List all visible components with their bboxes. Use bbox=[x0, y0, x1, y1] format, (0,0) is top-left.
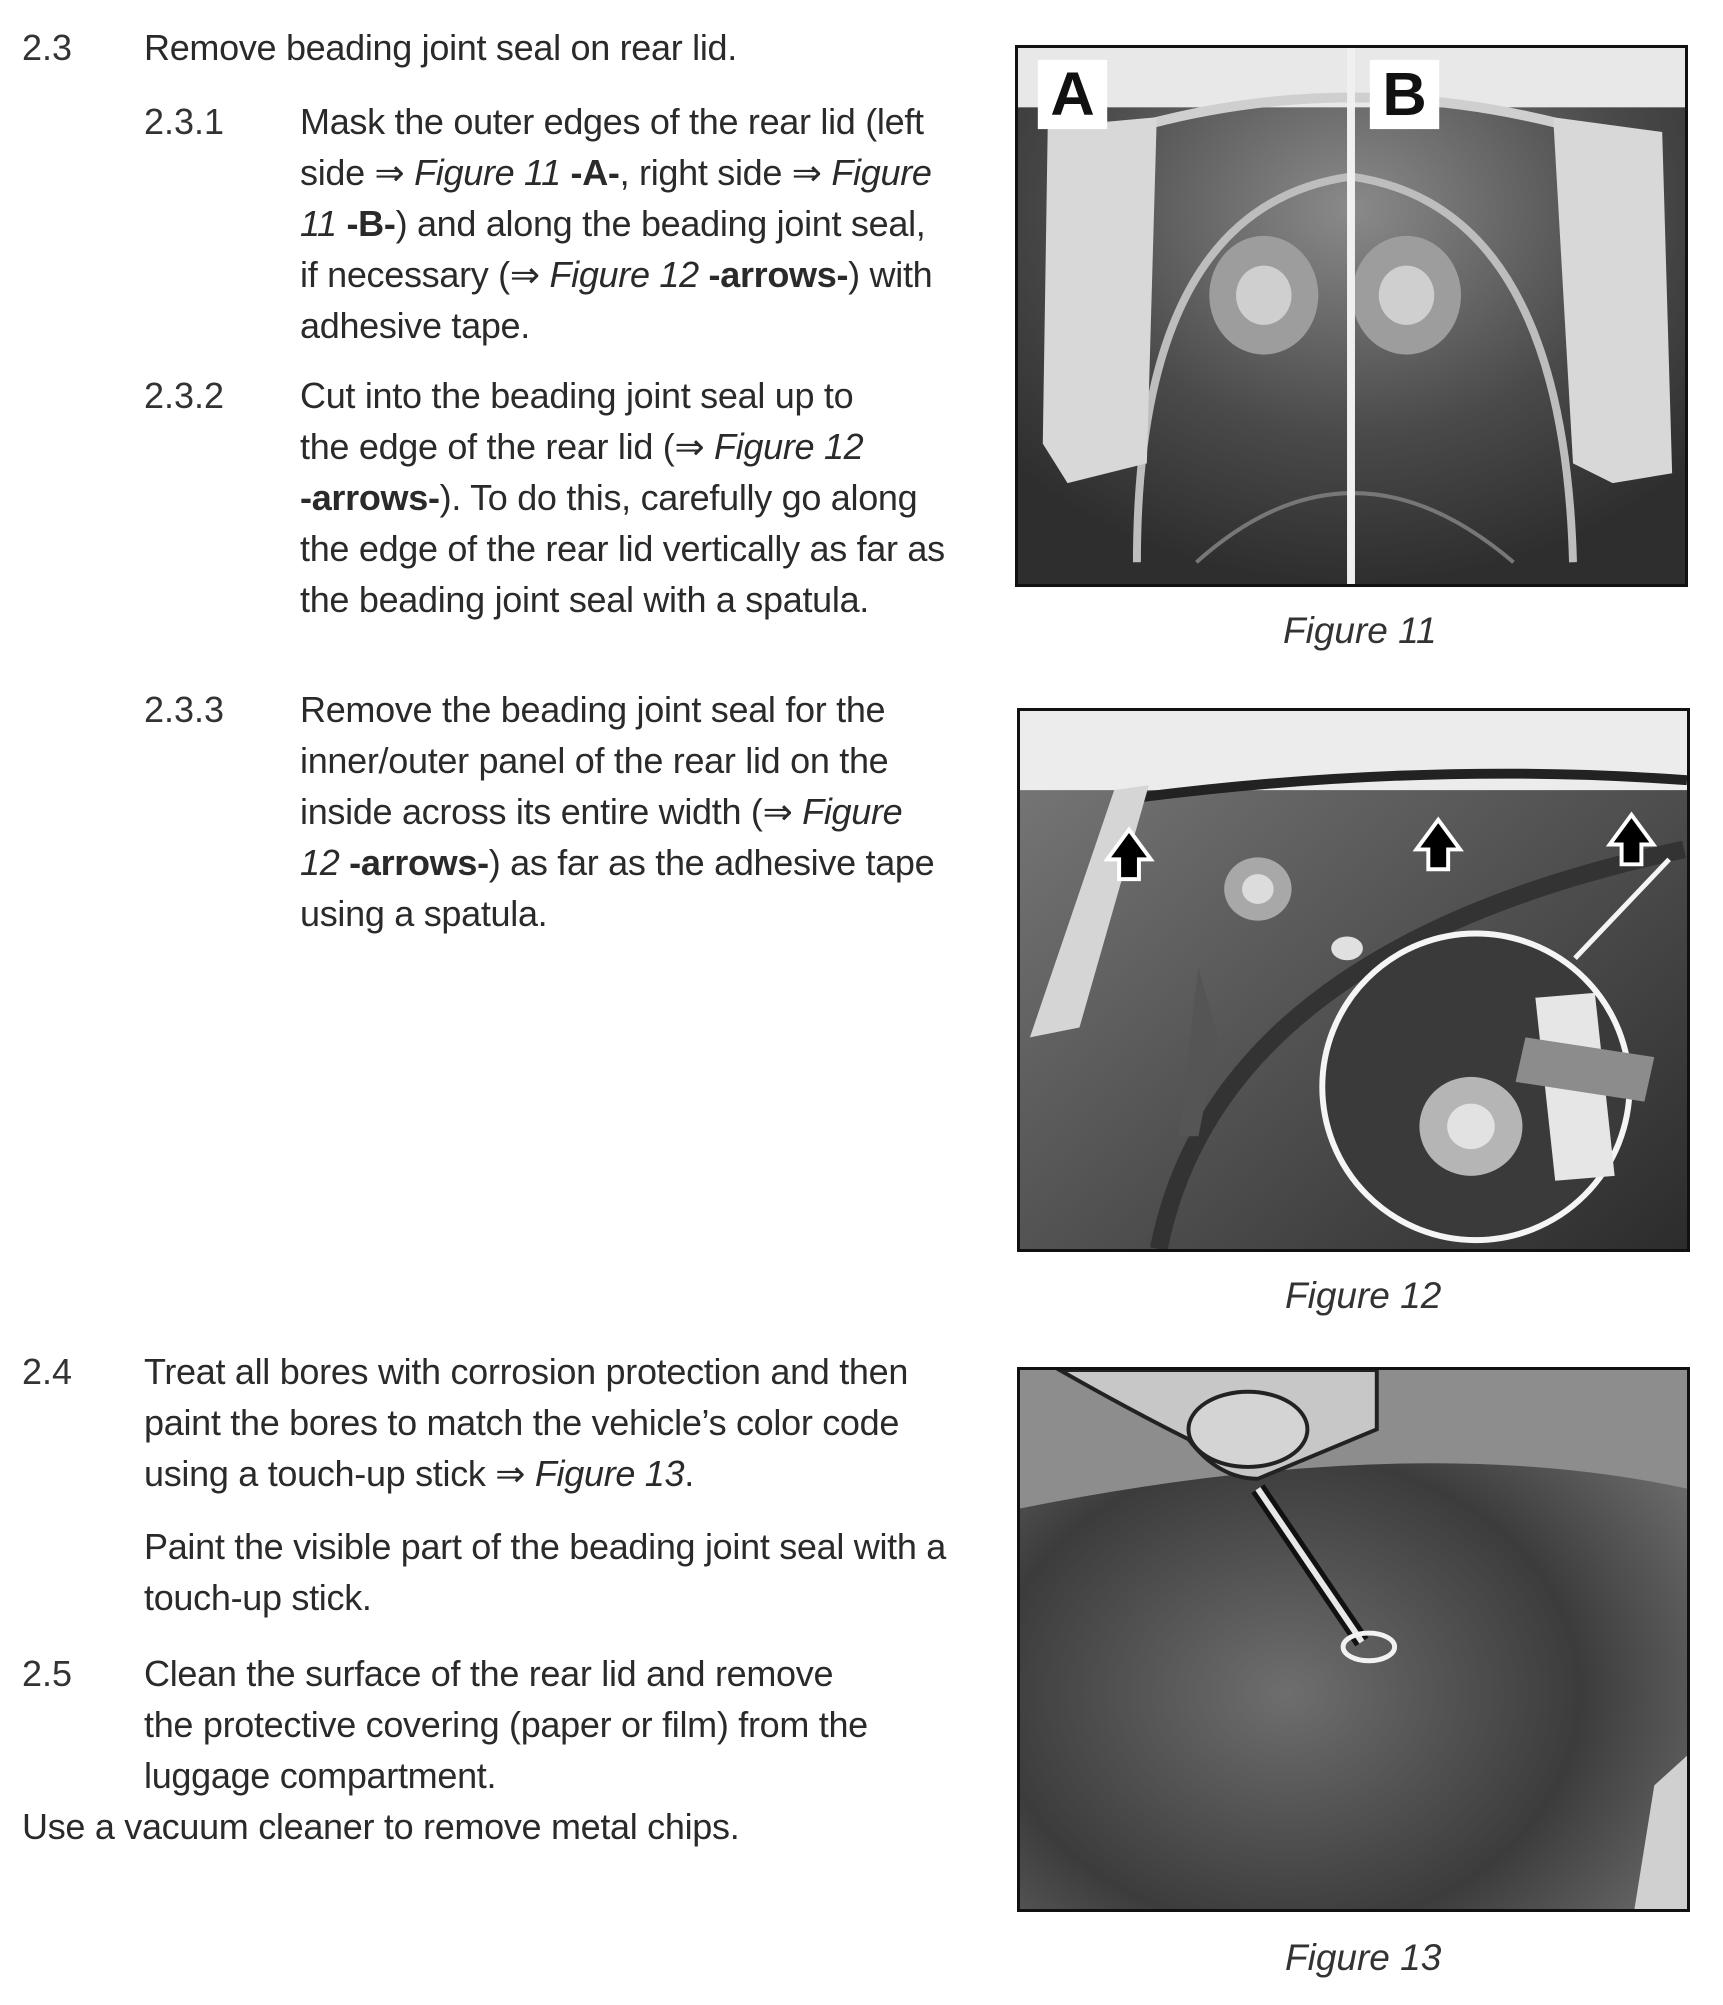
figure-12-link[interactable]: ⇒ Figure 12 bbox=[674, 426, 864, 467]
step-2-3-text: Remove beading joint seal on rear lid. bbox=[144, 27, 737, 68]
step-number: 2.3.2 bbox=[144, 375, 225, 416]
figure-11-label-b: B bbox=[1382, 60, 1427, 130]
figure-12-image bbox=[1017, 708, 1690, 1252]
figure-13-link[interactable]: ⇒ Figure 13 bbox=[495, 1453, 685, 1494]
step-number: 2.3.1 bbox=[144, 101, 225, 142]
figure-13-caption: Figure 13 bbox=[1285, 1937, 1442, 1978]
step-number: 2.3.3 bbox=[144, 689, 225, 730]
step-2-4-text: Treat all bores with corrosion protection and then paint the bores to match the vehicle’s color code using a touch-up stick ⇒ Figure 13. Paint the visible part of the beading joint seal with a touch-up stick. bbox=[144, 1351, 947, 1618]
step-2-3-2-text: Cut into the beading joint seal up to the edge of the rear lid (⇒ Figure 12 -arrows-). To do this, carefully go along the edge of the rear lid vertically as far as the beading joint seal with a spatula. bbox=[300, 375, 945, 620]
step-number: 2.4 bbox=[22, 1351, 73, 1392]
note-text: Use a vacuum cleaner to remove metal chips. bbox=[22, 1806, 740, 1847]
figure-11-link[interactable]: ⇒ Figure bbox=[791, 152, 932, 193]
figure-11-link[interactable]: ⇒ Figure 11 bbox=[374, 152, 561, 193]
step-2-5-text: Clean the surface of the rear lid and remove the protective covering (paper or film) from the luggage compartment. bbox=[144, 1653, 868, 1796]
figure-11-caption: Figure 11 bbox=[1283, 610, 1437, 651]
figure-12-link[interactable]: ⇒ Figure 12 bbox=[509, 254, 699, 295]
figure-11-label-a: A bbox=[1050, 60, 1095, 130]
figure-12-link[interactable]: ⇒ Figure bbox=[762, 791, 903, 832]
step-number: 2.5 bbox=[22, 1653, 73, 1694]
figure-11-image bbox=[1015, 45, 1688, 587]
figure-13-image bbox=[1017, 1367, 1690, 1912]
step-2-3-1-text: Mask the outer edges of the rear lid (left side ⇒ Figure 11 -A-, right side ⇒ Figure 11 -B-) and along the beading joint seal, if necessary (⇒ Figure 12 -arrows-) with adhesive tape. bbox=[300, 101, 933, 346]
figure-12-caption: Figure 12 bbox=[1285, 1275, 1442, 1316]
step-2-3-3-text: Remove the beading joint seal for the inner/outer panel of the rear lid on the inside across its entire width (⇒ Figure 12 -arrows-) as far as the adhesive tape using a spatula. bbox=[300, 689, 935, 934]
step-number: 2.3 bbox=[22, 27, 73, 68]
